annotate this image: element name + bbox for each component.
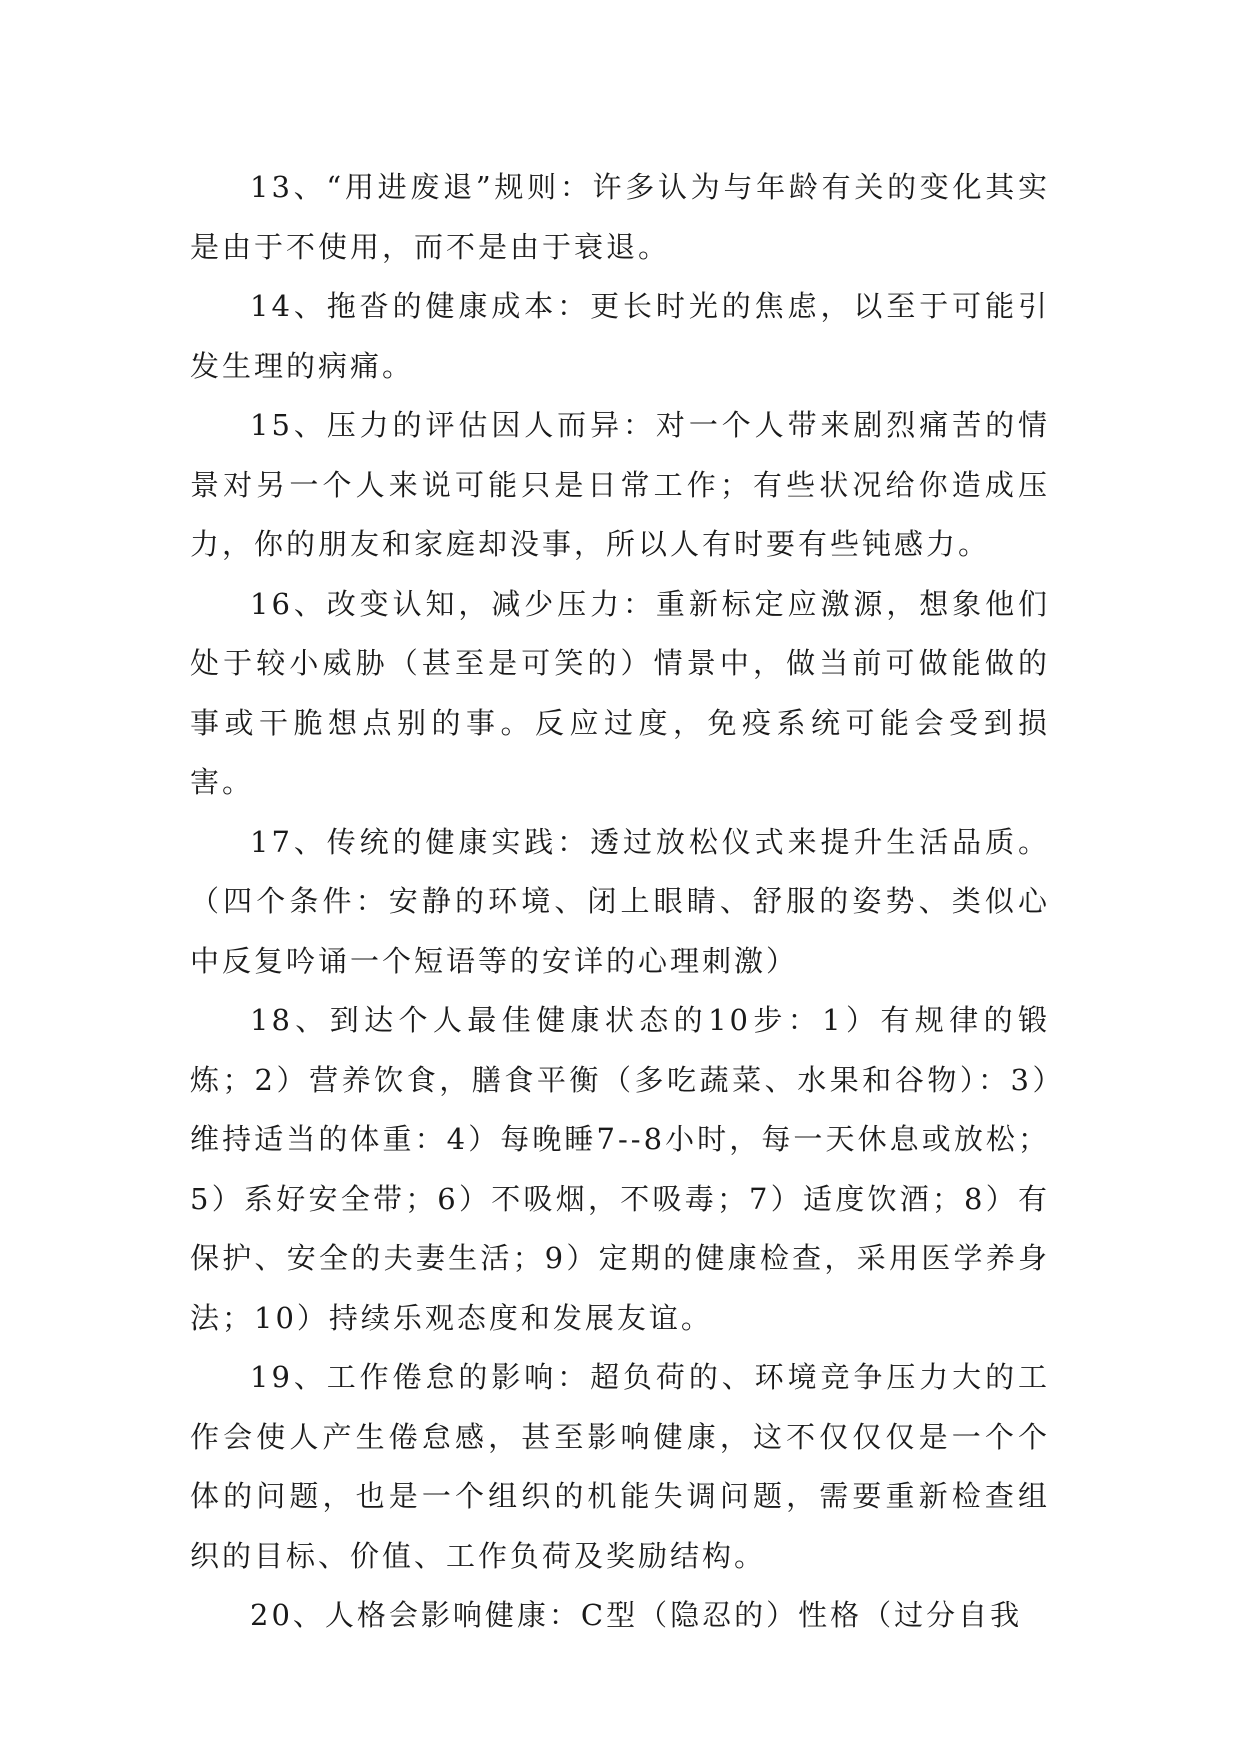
paragraph-14: 14、拖沓的健康成本：更长时光的焦虑，以至于可能引发生理的病痛。 (190, 289, 1050, 383)
paragraph-15: 15、压力的评估因人而异：对一个人带来剧烈痛苦的情景对另一个人来说可能只是日常工作；有些状况给你造成压力，你的朋友和家庭却没事，所以人有时要有些钝感力。 (190, 408, 1050, 561)
paragraph-18: 18、到达个人最佳健康状态的10步：1）有规律的锻炼；2）营养饮食，膳食平衡（多吃蔬菜、水果和谷物）：3）维持适当的体重：4）每晚睡7--8小时，每一天休息或放松；5）系好安全带；6）不吸烟，不吸毒；7）适度饮酒；8）有保护、安全的夫妻生活；9）定期的健康检查，采用医学养身法；10）持续乐观态度和发展友谊。 (190, 1003, 1050, 1335)
paragraph-19: 19、工作倦怠的影响：超负荷的、环境竞争压力大的工作会使人产生倦怠感，甚至影响健康，这不仅仅仅是一个个体的问题，也是一个组织的机能失调问题，需要重新检查组织的目标、价值、工作负荷及奖励结构。 (190, 1360, 1050, 1573)
paragraph-20: 20、人格会影响健康：C型（隐忍的）性格（过分自我 (250, 1598, 1023, 1632)
paragraph-13: 13、“用进废退”规则：许多认为与年龄有关的变化其实是由于不使用，而不是由于衰退。 (190, 170, 1050, 264)
paragraph-16: 16、改变认知，减少压力：重新标定应激源，想象他们处于较小威胁（甚至是可笑的）情景中，做当前可做能做的事或干脆想点别的事。反应过度，免疫系统可能会受到损害。 (190, 586, 1050, 799)
paragraph-17: 17、传统的健康实践：透过放松仪式来提升生活品质。（四个条件：安静的环境、闭上眼睛、舒服的姿势、类似心中反复吟诵一个短语等的安详的心理刺激） (190, 824, 1050, 978)
document-body (190, 158, 1050, 1646)
